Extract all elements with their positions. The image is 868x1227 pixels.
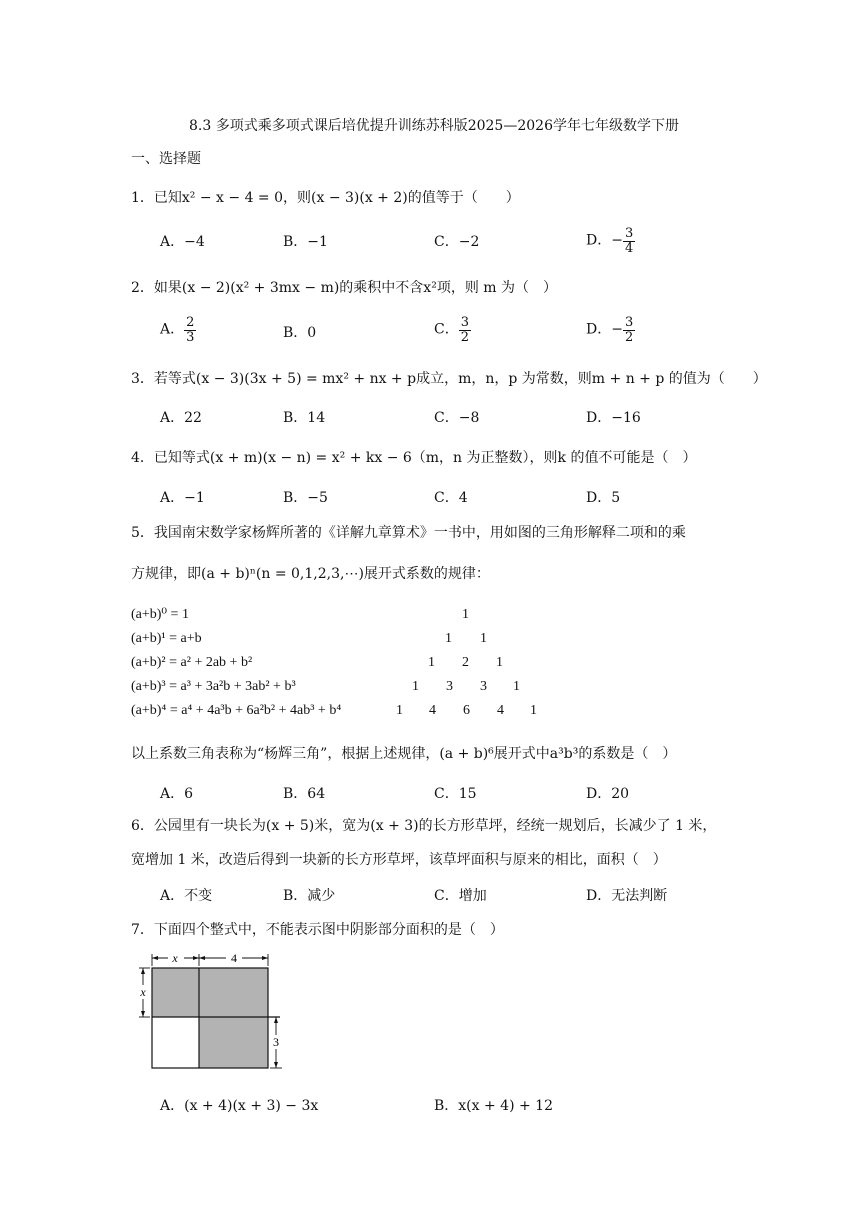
q4-option-b[interactable]: B．−5 [283, 490, 328, 506]
q2-option-c[interactable] [434, 316, 471, 344]
q6-option-a[interactable]: A．不变 [160, 888, 213, 904]
question-5-stem-line1: 5．我国南宋数学家杨辉所著的《详解九章算术》一书中，用如图的三角形解释二项和的乘 [131, 525, 686, 541]
question-1-stem: 1．已知x² − x − 4 = 0，则(x − 3)(x + 2)的值等于（ ） [131, 190, 520, 206]
q2-option-b[interactable]: B．0 [283, 325, 317, 341]
q5-option-c[interactable]: C．15 [434, 786, 477, 802]
q2-c-num: 3 [460, 315, 469, 330]
q4-option-d[interactable]: D．5 [586, 490, 621, 506]
q3-option-a[interactable]: A．22 [160, 410, 202, 426]
q1-d-sign: − [611, 232, 623, 249]
pascal-coef: 4 [429, 703, 436, 718]
pascal-coef: 1 [428, 655, 435, 670]
pascal-expansion-1: (a+b)¹ = a+b [131, 631, 202, 646]
pascal-expansion-2: (a+b)² = a² + 2ab + b² [131, 655, 253, 670]
q2-d-den: 2 [624, 329, 634, 345]
q1-option-d[interactable] [586, 227, 635, 255]
shaded-bottom-right-region [199, 1017, 268, 1068]
question-2-stem: 2．如果(x − 2)(x² + 3mx − m)的乘积中不含x²项，则 m 为（ ） [131, 280, 557, 296]
q1-option-c[interactable]: C．−2 [434, 234, 480, 250]
question-5-stem-line2: 方规律，即(a + b)ⁿ(n = 0,1,2,3,⋯)展开式系数的规律： [131, 566, 490, 582]
q2-option-a[interactable] [160, 316, 196, 344]
question-5-stem-line3: 以上系数三角表称为“杨辉三角”，根据上述规律，(a + b)⁶展开式中a³b³的系数是（ ） [131, 746, 677, 762]
q7-option-b[interactable]: B．x(x + 4) + 12 [434, 1098, 553, 1114]
shaded-top-region [152, 968, 268, 1017]
q5-option-a[interactable]: A．6 [160, 786, 194, 802]
q2-d-sign: − [611, 321, 623, 338]
q2-option-d-label: D． [586, 321, 612, 338]
pascal-coef: 6 [463, 703, 470, 718]
q5-option-b[interactable]: B．64 [283, 786, 326, 802]
q1-d-den: 4 [624, 240, 634, 256]
pascal-coef: 2 [462, 655, 469, 670]
shaded-area-figure [130, 952, 300, 1077]
label-three-right: 3 [273, 1035, 279, 1049]
pascal-coef: 1 [445, 631, 452, 646]
q2-c-den: 2 [460, 329, 469, 345]
question-4-stem: 4．已知等式(x + m)(x − n) = x² + kx − 6（m，n 为正整数），则k 的值不可能是（ ） [131, 450, 697, 466]
section-heading: 一、选择题 [131, 151, 201, 167]
q2-option-d[interactable] [586, 316, 635, 344]
question-6-stem-line2: 宽增加 1 米，改造后得到一块新的长方形草坪，该草坪面积与原来的相比，面积（ ） [131, 852, 667, 868]
pascal-expansion-0: (a+b)⁰ = 1 [131, 607, 189, 622]
q4-option-c[interactable]: C．4 [434, 490, 468, 506]
q3-option-c[interactable]: C．−8 [434, 410, 480, 426]
pascal-coef: 1 [513, 679, 520, 694]
question-3-stem: 3．若等式(x − 3)(3x + 5) = mx² + nx + p成立，m，n，p 为常数，则m + n + p 的值为（ ） [131, 371, 767, 387]
q6-option-d[interactable]: D．无法判断 [586, 888, 668, 904]
pascal-expansion-3: (a+b)³ = a³ + 3a²b + 3ab² + b³ [131, 679, 296, 694]
page-title: 8.3 多项式乘多项式课后培优提升训练苏科版2025—2026学年七年级数学下册 [189, 118, 679, 134]
q1-option-a[interactable]: A．−4 [160, 234, 205, 250]
q2-c-fraction [459, 316, 471, 344]
question-6-stem-line1: 6．公园里有一块长为(x + 5)米，宽为(x + 3)的长方形草坪，经统一规划后，长减少了 1 米， [131, 818, 717, 834]
pascal-coef: 1 [412, 679, 419, 694]
pascal-coef: 1 [496, 655, 503, 670]
pascal-coef: 1 [530, 703, 537, 718]
label-x-left: x [140, 985, 146, 999]
q4-option-a[interactable]: A．−1 [160, 490, 205, 506]
q2-a-num: 2 [186, 315, 195, 330]
pascal-coef: 3 [446, 679, 453, 694]
q2-a-den: 3 [186, 329, 195, 345]
pascal-coef: 4 [497, 703, 504, 718]
q6-option-b[interactable]: B．减少 [283, 888, 336, 904]
q1-option-d-label: D． [586, 232, 612, 249]
q2-option-a-label: A． [160, 321, 185, 338]
pascal-coef: 1 [480, 631, 487, 646]
pascal-coef: 1 [462, 607, 469, 622]
label-x-top: x [172, 952, 178, 965]
question-7-stem: 7．下面四个整式中，不能表示图中阴影部分面积的是（ ） [131, 922, 504, 938]
q3-option-d[interactable]: D．−16 [586, 410, 641, 426]
q2-d-num: 3 [624, 315, 634, 330]
q1-d-num: 3 [624, 226, 634, 241]
q2-option-c-label: C． [434, 321, 459, 338]
pascal-expansion-4: (a+b)⁴ = a⁴ + 4a³b + 6a²b² + 4ab³ + b⁴ [131, 703, 342, 718]
pascal-coef: 1 [396, 703, 403, 718]
q2-a-fraction [184, 316, 196, 344]
q3-option-b[interactable]: B．14 [283, 410, 326, 426]
q2-d-fraction [623, 316, 635, 344]
q1-d-fraction [623, 227, 635, 255]
pascal-coef: 3 [480, 679, 487, 694]
q7-option-a[interactable]: A．(x + 4)(x + 3) − 3x [160, 1098, 319, 1114]
q6-option-c[interactable]: C．增加 [434, 888, 487, 904]
q5-option-d[interactable]: D．20 [586, 786, 630, 802]
q1-option-b[interactable]: B．−1 [283, 234, 328, 250]
label-four-top: 4 [231, 952, 237, 965]
